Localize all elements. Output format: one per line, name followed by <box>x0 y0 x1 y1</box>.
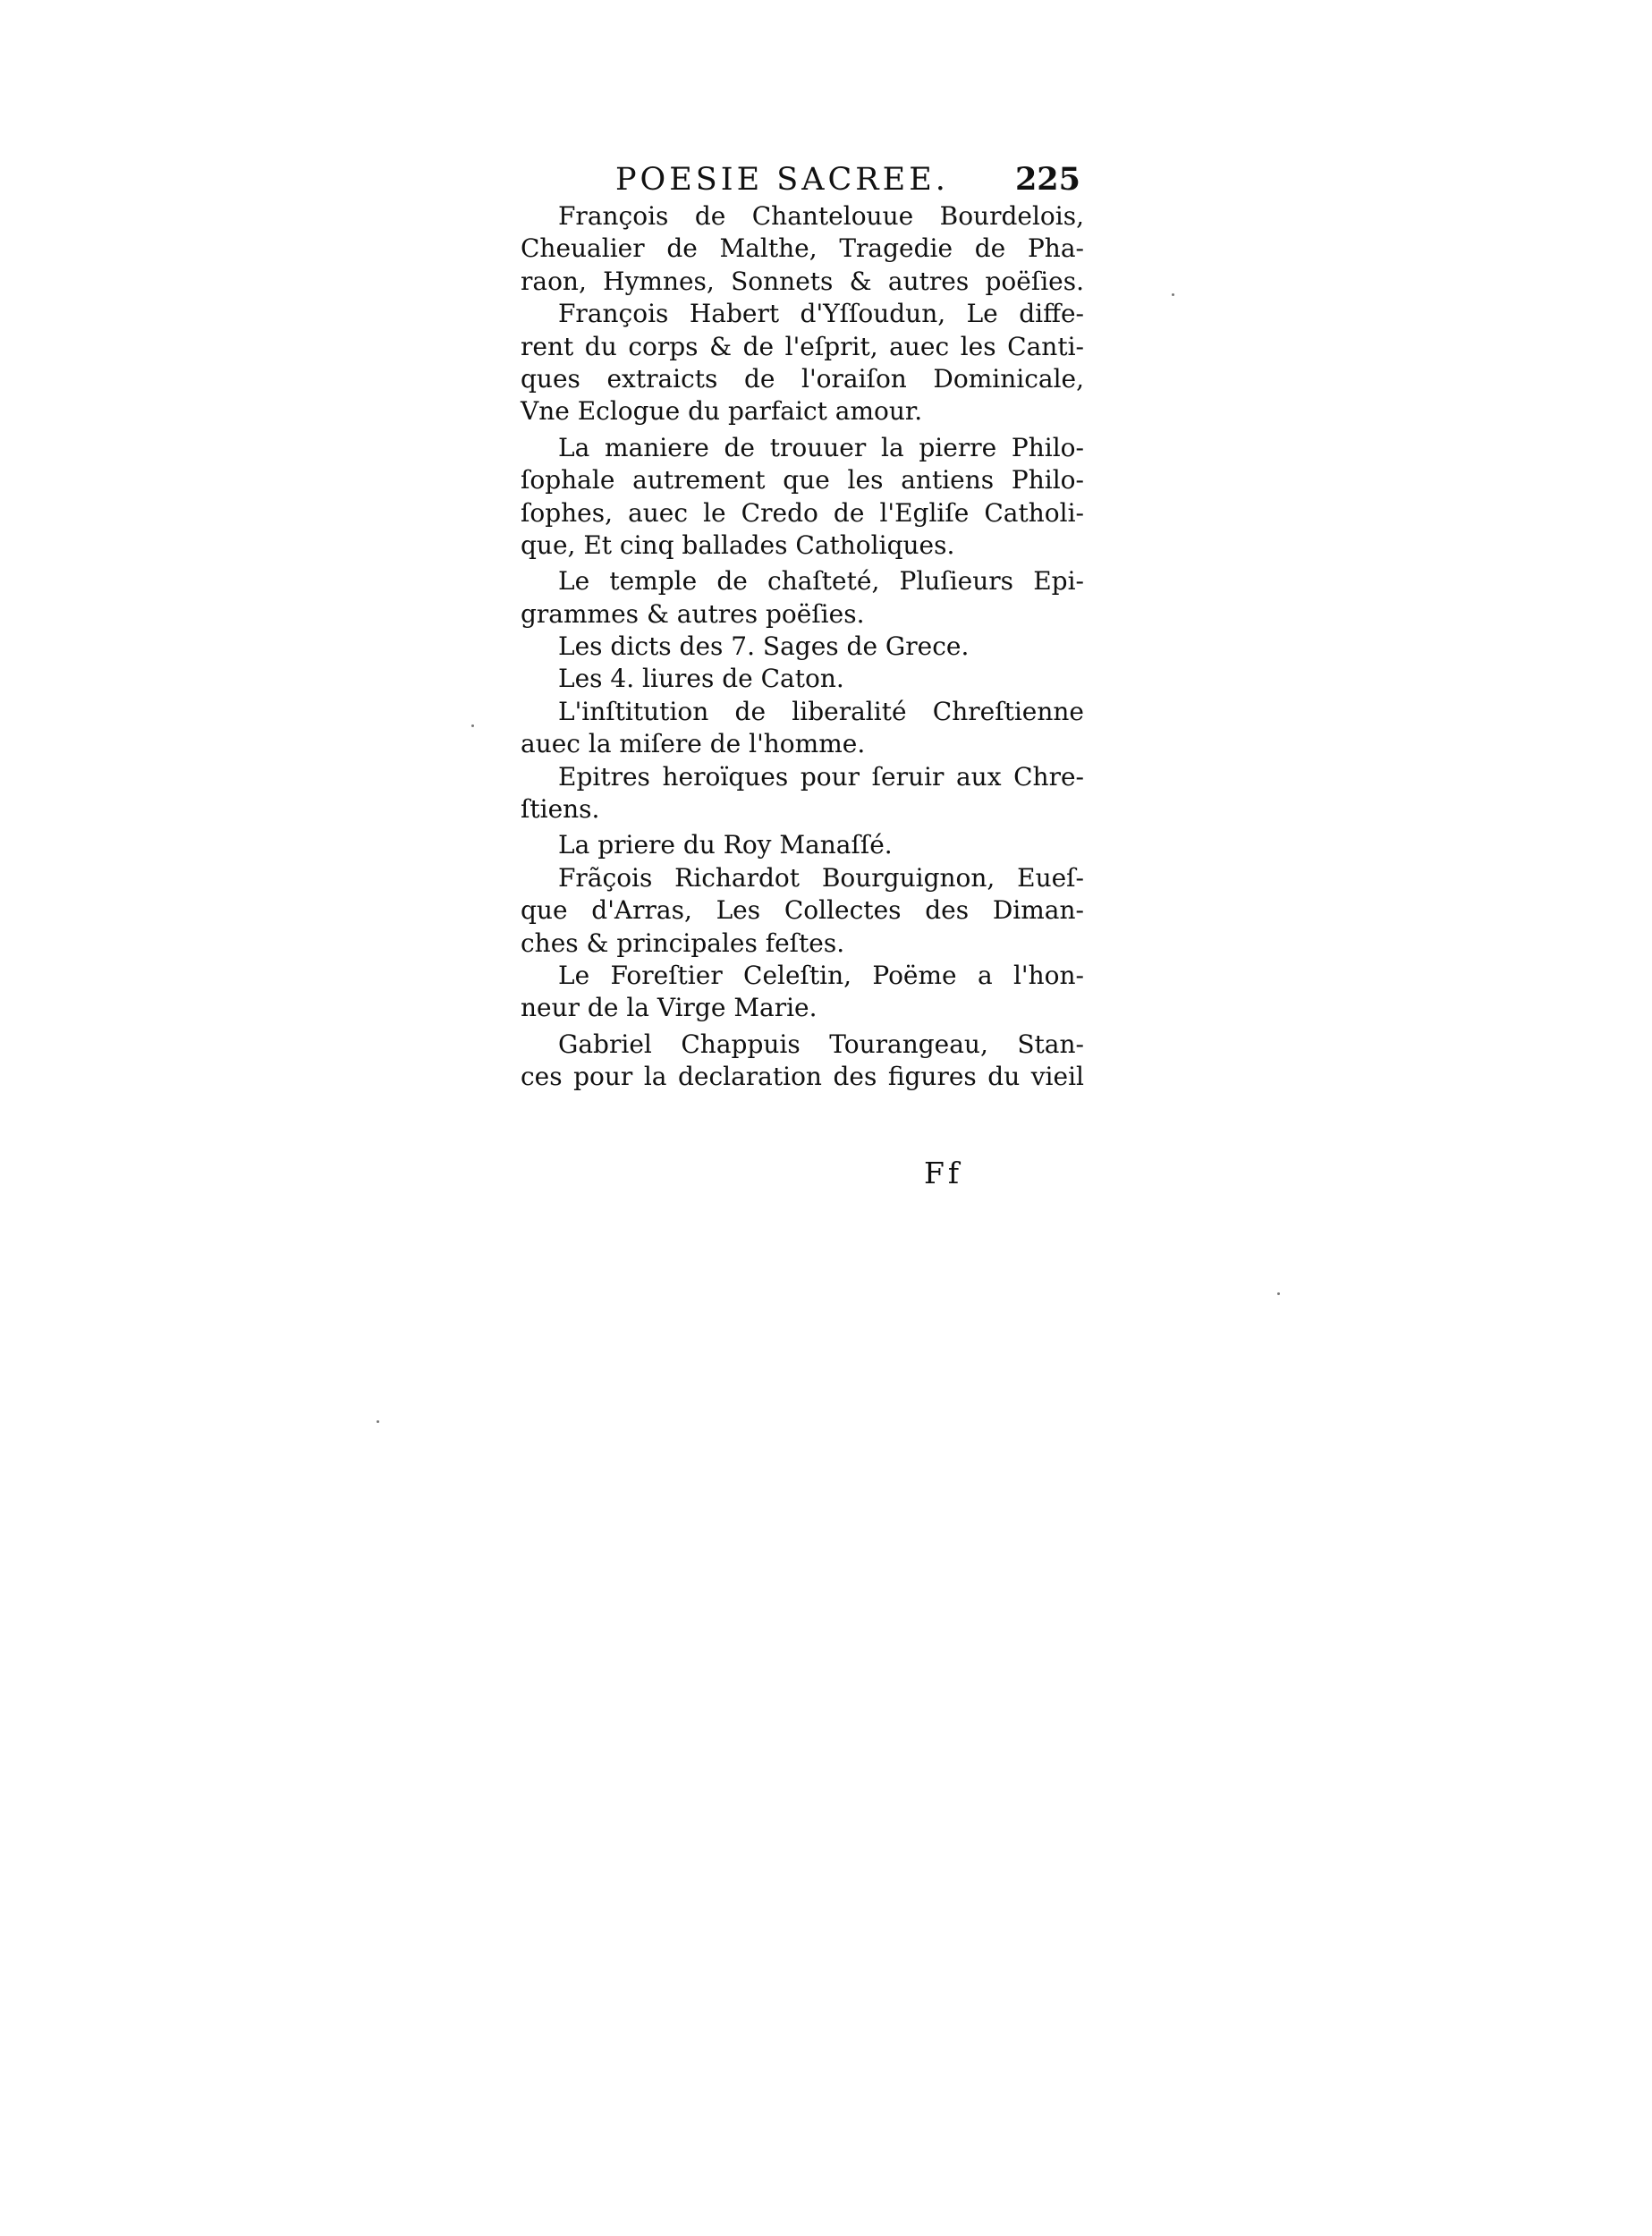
text-line-16: L'inſtitution de liberalité Chreſtienne <box>558 696 1084 726</box>
text-line-14: Les dicts des 7. Sages de Grece. <box>558 631 970 662</box>
main-text <box>521 200 1084 1094</box>
scan-speck <box>1277 1292 1280 1295</box>
text-line-05: rent du corps & de l'eſprit, auec les Canti- <box>521 331 1084 361</box>
text-line-25: neur de la Virge Marie. <box>521 993 818 1023</box>
text-line-02: Cheualier de Malthe, Tragedie de Pha- <box>521 233 1084 264</box>
text-line-04: François Habert d'Yſſoudun, Le diffe- <box>558 299 1084 329</box>
text-line-20: La priere du Roy Manaſſé. <box>558 830 893 860</box>
text-line-08: La maniere de trouuer la pierre Philo- <box>558 432 1084 462</box>
text-line-11: que, Et cinq ballades Catholiques. <box>521 529 955 560</box>
text-line-26: Gabriel Chappuis Tourangeau, Stan- <box>558 1029 1084 1059</box>
running-head <box>615 157 1080 202</box>
text-line-09: ſophale autrement que les antiens Philo- <box>521 465 1084 495</box>
text-line-10: ſophes, auec le Credo de l'Egliſe Catholi- <box>521 497 1084 528</box>
text-line-18: Epitres heroïques pour ſeruir aux Chre- <box>558 761 1084 792</box>
scan-speck <box>1172 293 1174 296</box>
page-number: 225 <box>1014 161 1080 198</box>
text-line-01: François de Chantelouue Bourdelois, <box>558 201 1084 231</box>
text-line-13: grammes & autres poëſies. <box>521 598 865 629</box>
scan-speck <box>471 724 474 727</box>
text-line-23: ches & principales feſtes. <box>521 927 845 958</box>
scan-speck <box>377 1420 379 1423</box>
text-line-06: ques extraicts de l'oraiſon Dominicale, <box>521 363 1084 394</box>
signature-mark: Ff <box>924 1156 963 1190</box>
text-line-07: Vne Eclogue du parfaict amour. <box>521 396 923 427</box>
text-line-15: Les 4. liures de Caton. <box>558 664 844 694</box>
text-line-19: ſtiens. <box>521 794 600 825</box>
text-line-03: raon, Hymnes, Sonnets & autres poëſies. <box>521 266 1084 296</box>
text-line-22: que d'Arras, Les Collectes des Diman- <box>521 895 1084 926</box>
text-line-24: Le Foreſtier Celeſtin, Poëme a l'hon- <box>558 960 1084 990</box>
text-line-12: Le temple de chaſteté, Pluſieurs Epi- <box>558 566 1084 597</box>
text-line-27: ces pour la declaration des figures du vieil <box>521 1062 1084 1092</box>
text-line-17: auec la miſere de l'homme. <box>521 729 866 759</box>
running-title: POESIE SACREE. <box>615 162 949 198</box>
text-line-21: Frãçois Richardot Bourguignon, Eueſ- <box>558 862 1084 893</box>
